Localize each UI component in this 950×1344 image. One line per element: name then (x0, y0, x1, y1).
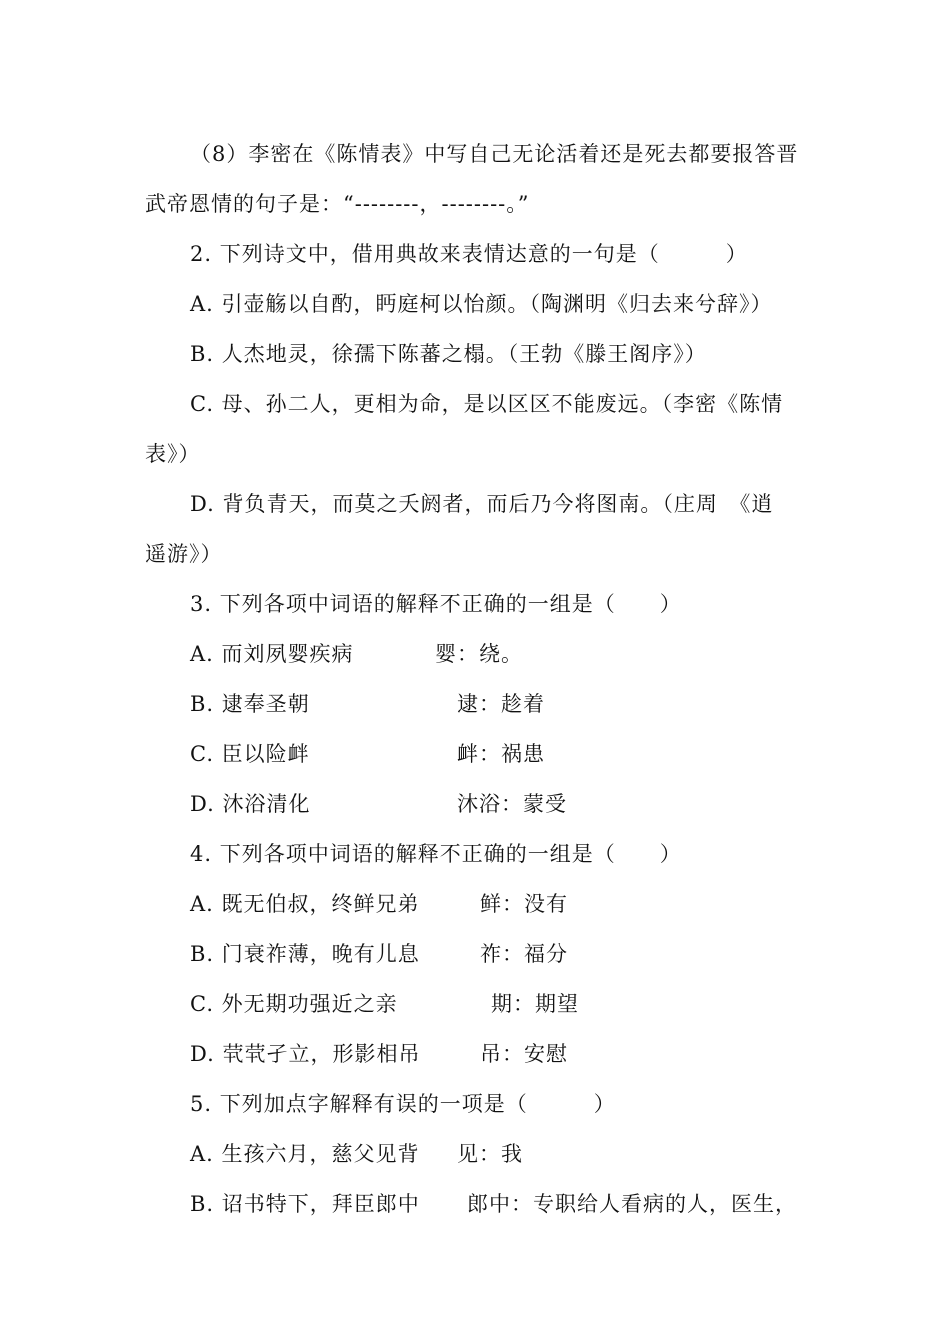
q2-option-d-line-2: 遥游》） (145, 542, 223, 566)
q8-line-2: 武帝恩情的句子是：“--------，--------。” (145, 192, 530, 216)
q3-option-d-explanation: 沐浴：蒙受 (457, 792, 567, 816)
q2-option-c-line-2: 表》） (145, 442, 201, 466)
q4-stem: 4. 下列各项中词语的解释不正确的一组是（ ） (190, 842, 682, 866)
q3-option-d-term: D. 沐浴清化 (190, 792, 311, 816)
q3-option-c-term: C. 臣以险衅 (190, 742, 310, 766)
q5-stem: 5. 下列加点字解释有误的一项是（ ） (190, 1092, 616, 1116)
q2-stem: 2. 下列诗文中，借用典故来表情达意的一句是（ ） (190, 242, 748, 266)
q8-line-1: （8）李密在《陈情表》中写自己无论活着还是死去都要报答晋 (190, 142, 799, 166)
q2-option-a: A. 引壶觞以自酌，眄庭柯以怡颜。（陶渊明《归去来兮辞》） (190, 292, 773, 316)
q3-option-c-explanation: 衅：祸患 (457, 742, 545, 766)
q3-option-a-explanation: 婴：绕。 (435, 642, 523, 666)
q4-option-a-term: A. 既无伯叔，终鲜兄弟 (190, 892, 420, 916)
q4-option-d-explanation: 吊：安慰 (480, 1042, 568, 1066)
q4-option-d-term: D. 茕茕孑立，形影相吊 (190, 1042, 421, 1066)
q4-option-b-explanation: 祚：福分 (480, 942, 568, 966)
q4-option-c-explanation: 期：期望 (491, 992, 579, 1016)
q5-option-a-explanation: 见：我 (457, 1142, 523, 1166)
q2-option-c-line-1: C. 母、孙二人，更相为命，是以区区不能废远。（李密《陈情 (190, 392, 784, 416)
q3-option-b-explanation: 逮：趁着 (457, 692, 545, 716)
q4-option-a-explanation: 鲜：没有 (480, 892, 568, 916)
q2-option-b: B. 人杰地灵，徐孺下陈蕃之榻。（王勃《滕王阁序》） (190, 342, 707, 366)
q4-option-b-term: B. 门衰祚薄，晚有儿息 (190, 942, 420, 966)
q2-option-d-line-1: D. 背负青天，而莫之夭阏者，而后乃今将图南。（庄周 《逍 (190, 492, 774, 516)
q3-option-b-term: B. 逮奉圣朝 (190, 692, 310, 716)
q5-option-b-term: B. 诏书特下，拜臣郎中 (190, 1192, 420, 1216)
q5-option-a-term: A. 生孩六月，慈父见背 (190, 1142, 420, 1166)
q4-option-c-term: C. 外无期功强近之亲 (190, 992, 398, 1016)
q5-option-b-explanation: 郎中：专职给人看病的人，医生， (467, 1192, 797, 1216)
q3-stem: 3. 下列各项中词语的解释不正确的一组是（ ） (190, 592, 682, 616)
q3-option-a-term: A. 而刘夙婴疾病 (190, 642, 354, 666)
